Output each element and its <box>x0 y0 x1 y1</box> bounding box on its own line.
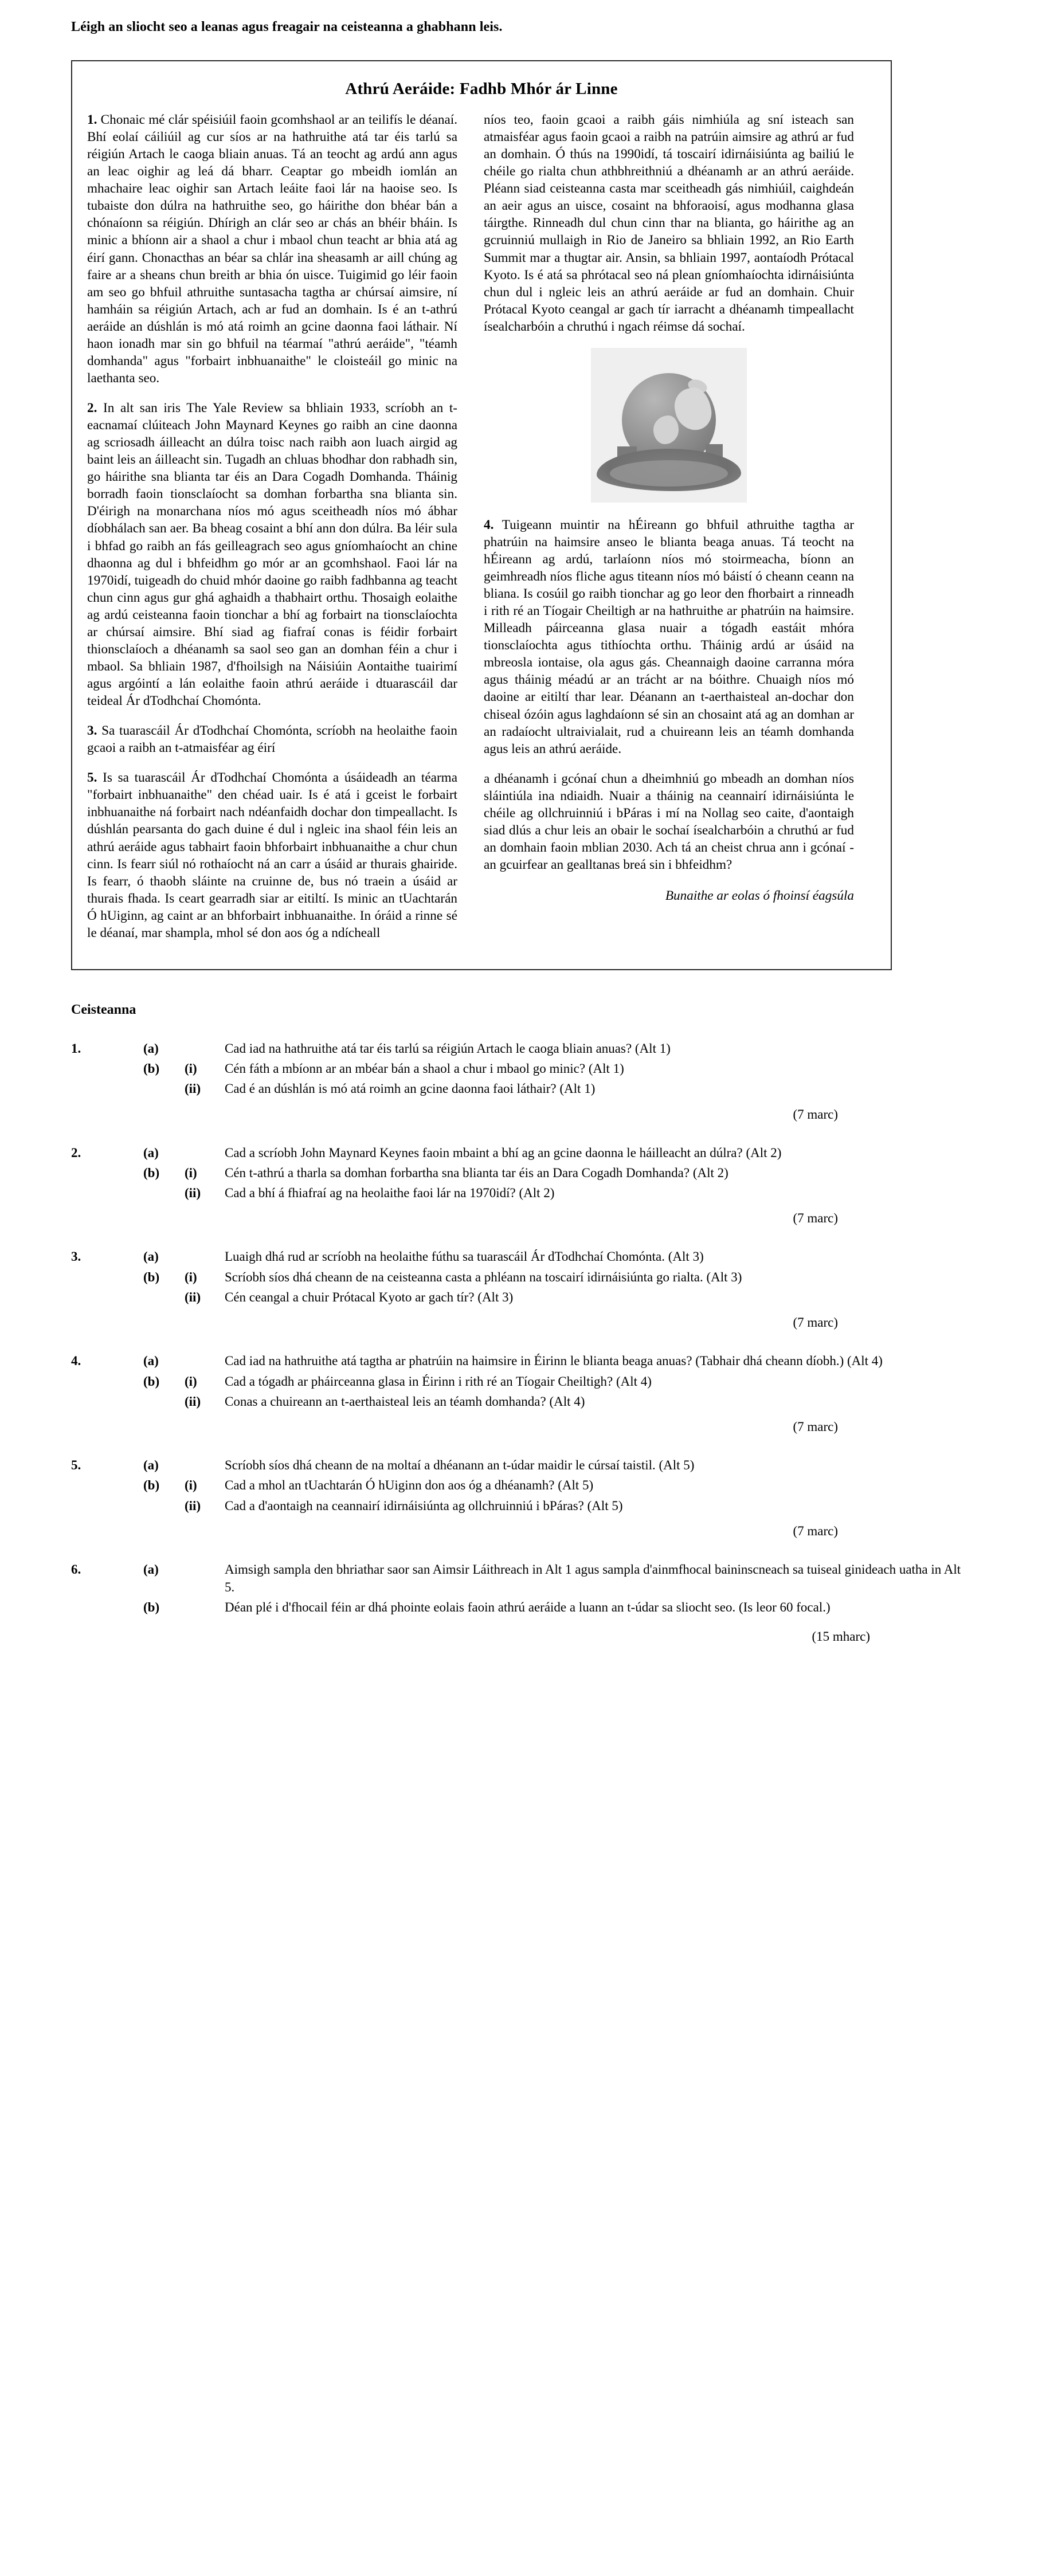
paragraph-3-number: 3. <box>87 723 97 739</box>
question-part-roman: (i) <box>185 1165 197 1180</box>
question-part-row <box>0 1164 1042 1182</box>
question-part-row <box>0 1598 1042 1616</box>
question-part-roman: (i) <box>185 1269 197 1284</box>
question-number: 2. <box>71 1145 81 1160</box>
passage-column-left <box>87 111 457 954</box>
paragraph-5-continued <box>484 770 854 873</box>
questions-heading: Ceisteanna <box>71 1002 136 1017</box>
question-part-row <box>0 1248 1042 1265</box>
paragraph-5 <box>87 769 457 942</box>
question-marks: (7 marc) <box>793 1211 838 1226</box>
question-text: Cén ceangal a chuir Prótacal Kyoto ar gach tír? (Alt 3) <box>225 1290 514 1304</box>
reading-passage-box <box>71 60 892 970</box>
passage-columns <box>87 111 876 954</box>
question-block <box>0 1456 1042 1539</box>
question-part-row <box>0 1456 1042 1474</box>
question-part-roman: (ii) <box>185 1186 201 1201</box>
question-text: Aimsigh sampla den bhriathar saor san Aimsir Láithreach in Alt 1 agus sampla d'ainmfhocal baininscneach sa tuiseal ginideach uatha in Alt 5. <box>225 1562 961 1595</box>
question-part-letter: (b) <box>143 1600 160 1615</box>
question-part-row <box>0 1288 1042 1306</box>
question-part-row <box>0 1393 1042 1410</box>
question-text: Cad a bhí á fhiafraí ag na heolaithe faoi lár na 1970idí? (Alt 2) <box>225 1186 555 1201</box>
question-part-letter: (b) <box>143 1478 160 1493</box>
instruction-line: Léigh an sliocht seo a leanas agus freagair na ceisteanna a ghabhann leis. <box>71 19 503 34</box>
question-text: Cén fáth a mbíonn ar an mbéar bán a shaol a chur i mbaol go minic? (Alt 1) <box>225 1061 624 1076</box>
question-block <box>0 1561 1042 1644</box>
question-part-letter: (a) <box>143 1249 159 1264</box>
question-part-letter: (a) <box>143 1041 159 1056</box>
question-text: Conas a chuireann an t-aerthaisteal leis an téamh domhanda? (Alt 4) <box>225 1394 585 1409</box>
globe-landmass-west <box>653 415 679 444</box>
question-part-letter: (b) <box>143 1061 160 1076</box>
paragraph-1-text: Chonaic mé clár spéisiúil faoin gcomhshaol ar an teilifís le déanaí. Bhí eolaí cáiliúil ag cur síos ar na hathruithe atá tar éis tarlú sa réigiún Artach le caoga bliain anuas. Tá an teocht ag ardú ann agus an leac oighir ag leá dá bharr. Ceaptar go mbeidh iomlán an mhachaire leac oighir san Artach leáite faoi lár na haoise seo. Is tubaiste don dúlra na hathruithe seo, go háirithe don bhéar bán a chónaíonn sa réigiún. Dhírigh an clár seo ar chás an bhéir bháin. Is minic a bhíonn air a shaol a chur i mbaol chun teacht ar bhia atá ag éirí gann. Chonacthas an béar sa chlár ina sheasamh ar aill chúng ag faire ar a sheans chun breith ar bhia ón uisce. Tuigimid go léir faoin am seo go bhfuil athruithe suntasacha tagtha ar chúrsaí aimsire, ní hamháin sa réigiún Artach, ach ar fud an domhain. Is é an t-athrú aeráide an dúshlán is mó atá roimh an gcine daonna faoi láthair. Ní haon ionadh mar sin go bhfuil na téarmaí "athrú aeráide", "téamh domhanda" agus "forbairt inbhuanaithe" le cloisteáil go minic na laethanta seo. <box>87 112 457 386</box>
globe-melt-puddle-highlight <box>610 460 728 487</box>
passage-column-right <box>484 111 854 905</box>
question-part-roman: (ii) <box>185 1498 201 1513</box>
question-text: Cad a d'aontaigh na ceannairí idirnáisiúnta ag ollchruinniú i bPáras? (Alt 5) <box>225 1498 623 1513</box>
paragraph-3-text-right: níos teo, faoin gcaoi a raibh gáis nimhiúla ag sní isteach san atmaisféar agus faoin gcaoi a raibh na patrúin aimsire ag athrú ar fud an domhain. Ó thús na 1990idí, tá toscairí idirnáisiúnta ag bailiú le chéile go rialta chun athbhreithniú a dhéanamh ar an athrú aeráide. Pléann siad ceisteanna casta mar sceitheadh gás nimhiúil, caighdeán an aeir agus an uisce, cosaint na bhforaoisí, agus modhanna glasa táirgthe. Rinneadh dul chun cinn thar na blianta, go háirithe ag an gcruinniú mullaigh in Rio de Janeiro sa bhliain 1992, an Rio Earth Summit mar a thugtar air. Ansin, sa bhliain 1997, aontaíodh Prótacal Kyoto. Is é atá sa phrótacal seo ná plean gníomhaíochta idirnáisiúnta chun dul i ngleic leis an athrú aeráide ar fud an domhain. Chuir Prótacal Kyoto ceangal ar gach tír iarracht a dhéanamh timpeallacht ísealcharbóin a chruthú i ngach réimse dá sochaí. <box>484 112 854 334</box>
paragraph-1 <box>87 111 457 387</box>
question-number: 1. <box>71 1041 81 1056</box>
question-part-row <box>0 1040 1042 1057</box>
question-part-roman: (i) <box>185 1061 197 1076</box>
question-text: Cad a mhol an tUachtarán Ó hUiginn don aos óg a dhéanamh? (Alt 5) <box>225 1478 594 1493</box>
question-part-roman: (ii) <box>185 1290 201 1304</box>
questions-list <box>0 1040 1042 1644</box>
question-part-row <box>0 1060 1042 1077</box>
question-number: 5. <box>71 1458 81 1473</box>
question-text: Scríobh síos dhá cheann de na moltaí a dhéanann an t-údar maidir le cúrsaí taistil. (Alt 5) <box>225 1458 695 1473</box>
question-part-row <box>0 1080 1042 1097</box>
paragraph-1-number: 1. <box>87 112 97 127</box>
paragraph-2-number: 2. <box>87 401 97 415</box>
question-block <box>0 1352 1042 1434</box>
question-text: Cén t-athrú a tharla sa domhan forbartha sna blianta tar éis an Dara Cogadh Domhanda? (Alt 2) <box>225 1165 728 1180</box>
paragraph-5-number: 5. <box>87 770 97 786</box>
paragraph-2 <box>87 399 457 709</box>
question-part-roman: (i) <box>185 1478 197 1493</box>
passage-title: Athrú Aeráide: Fadhb Mhór ár Linne <box>345 80 618 98</box>
question-part-row <box>0 1373 1042 1390</box>
figure-container <box>484 348 854 503</box>
question-number: 4. <box>71 1354 81 1369</box>
question-number: 6. <box>71 1562 81 1577</box>
question-text: Luaigh dhá rud ar scríobh na heolaithe fúthu sa tuarascáil Ár dTodhchaí Chomónta. (Alt 3) <box>225 1249 704 1264</box>
question-part-row <box>0 1476 1042 1494</box>
passage-attribution: Bunaithe ar eolas ó fhoinsí éagsúla <box>665 888 854 904</box>
melting-globe-image <box>591 348 747 503</box>
question-marks: (7 marc) <box>793 1315 838 1330</box>
question-block <box>0 1144 1042 1226</box>
paragraph-3-text: Sa tuarascáil Ár dTodhchaí Chomónta, scríobh na heolaithe faoin gcaoi a raibh an t-atmaisféar ag éirí <box>87 723 457 756</box>
question-part-row <box>0 1561 1042 1597</box>
question-number: 3. <box>71 1249 81 1264</box>
question-text: Cad a scríobh John Maynard Keynes faoin mbaint a bhí ag an gcine daonna le háilleacht an dúlra? (Alt 2) <box>225 1145 782 1160</box>
question-part-letter: (b) <box>143 1374 160 1389</box>
question-part-roman: (ii) <box>185 1394 201 1409</box>
question-marks: (15 mharc) <box>812 1629 870 1644</box>
question-part-letter: (a) <box>143 1562 159 1577</box>
question-text: Cad iad na hathruithe atá tar éis tarlú sa réigiún Artach le caoga bliain anuas? (Alt 1) <box>225 1041 671 1056</box>
question-part-letter: (a) <box>143 1354 159 1369</box>
question-part-letter: (a) <box>143 1458 159 1473</box>
question-part-roman: (ii) <box>185 1081 201 1096</box>
question-part-row <box>0 1497 1042 1515</box>
paragraph-5-text-right: a dhéanamh i gcónaí chun a dheimhniú go mbeadh an domhan níos sláintiúla ina ndiaidh. Nuair a tháinig na ceannairí idirnáisiúnta le chéile ag ollchruinniú i bPáras i mí na Nollag seo caite, d'aontaigh siad dlús a chur leis an obair le sochaí ísealcharbóin a chruthú ar fud an domhain faoin mblian 2030. Ach tá an cheist chrua ann i gcónaí - an gcuirfear an gealltanas breá sin i bhfeidhm? <box>484 771 854 872</box>
paragraph-2-text: In alt san iris The Yale Review sa bhliain 1933, scríobh an t-eacnamaí clúiteach John Maynard Keynes go raibh an cine daonna ag scriosadh áilleacht an dúlra toisc nach raibh aon luach airgid ag baint leis an áilleacht sin. Tugadh an chluas bhodhar don rabhadh sin, go háirithe sna blianta tar éis an Dara Cogadh Domhanda. Tháinig borradh faoin tionsclaíocht sa domhan forbartha sna blianta sin. D'éirigh na monarchana níos mó agus sceitheadh níos mó ábhar díobhálach san aer. Ba bheag cosaint a bhí ann don dúlra. Ba léir sula i bhfad go raibh an fás geilleagrach seo agus gníomhaíocht an chine dhaonna ag dul i bhfeidhm go mór ar an gcomhshaol. Faoi lár na 1970idí, tuigeadh do chuid mhór daoine go raibh fadhbanna ag teacht chun cinn agus gur ghá aghaidh a thabhairt orthu. Thosaigh eolaithe ag ardú ceisteanna faoin tionchar a bhí ag forbairt na tionsclaíochta ar chúrsaí aimsire. Bhí siad ag fiafraí conas is féidir forbairt thionsclaíoch a dhéanamh sa saol seo gan an domhan féin a chur i mbaol. Sa bhliain 1987, d'fhoilsigh na Náisiúin Aontaithe tuairimí agus argóintí a lán eolaithe faoin athrú aeráide i dtuarascáil dar teideal Ár dTodhchaí Chomónta. <box>87 401 457 709</box>
question-text: Cad a tógadh ar pháirceanna glasa in Éirinn i rith ré an Tíogair Cheiltigh? (Alt 4) <box>225 1374 652 1389</box>
question-part-letter: (b) <box>143 1165 160 1180</box>
paragraph-3-continued <box>484 111 854 335</box>
question-part-row <box>0 1144 1042 1162</box>
paragraph-3 <box>87 722 457 756</box>
question-text: Scríobh síos dhá cheann de na ceisteanna casta a phléann na toscairí idirnáisiúnta go rialta. (Alt 3) <box>225 1269 742 1284</box>
question-text: Cad iad na hathruithe atá tagtha ar phatrúin na haimsire in Éirinn le blianta beaga anuas? (Tabhair dhá cheann díobh.) (Alt 4) <box>225 1354 883 1369</box>
question-text: Cad é an dúshlán is mó atá roimh an gcine daonna faoi láthair? (Alt 1) <box>225 1081 596 1096</box>
paragraph-4-text: Tuigeann muintir na hÉireann go bhfuil athruithe tagtha ar phatrúin na haimsire anseo le blianta beaga anuas. Tá teocht na hÉireann ag ardú, tarlaíonn níos mó stoirmeacha, bíonn an geimhreadh níos fliche agus titeann níos mó báistí ó cheann ceann na bliana. Is cosúil go raibh tionchar ag go leor den fhorbairt a rinneadh i rith ré an Tíogair Cheiltigh ar na hathruithe ar phatrúin na haimsire. Milleadh páirceanna glasa nuair a tógadh eastáit mhóra tionsclaíochta agus tithíochta orthu. Tháinig ardú ar úsáid na mbreosla iontaise, ola agus gás. Cheannaigh daoine carranna móra agus tháinig méadú ar an trácht ar na bóithre. Chuaigh níos mó daoine ar eitiltí thar lear. Déanann an t-aerthaisteal an-dochar don chiseal ózóin agus laghdaíonn sé sin an chosaint atá ag an domhan ar an radaíocht ultraivialait, rud a chuireann leis an téamh domhanda agus leis an athrú aeráide. <box>484 517 854 756</box>
question-block <box>0 1040 1042 1122</box>
question-part-row <box>0 1268 1042 1286</box>
question-marks: (7 marc) <box>793 1523 838 1538</box>
question-marks: (7 marc) <box>793 1420 838 1434</box>
paragraph-4 <box>484 516 854 758</box>
question-block <box>0 1248 1042 1330</box>
question-text: Déan plé i d'fhocail féin ar dhá phointe eolais faoin athrú aeráide a luann an t-údar sa sliocht seo. (Is leor 60 focal.) <box>225 1600 831 1615</box>
question-part-letter: (a) <box>143 1145 159 1160</box>
exam-page <box>0 19 1042 2576</box>
question-part-roman: (i) <box>185 1374 197 1389</box>
paragraph-4-number: 4. <box>484 517 494 532</box>
paragraph-5-text-left: Is sa tuarascáil Ár dTodhchaí Chomónta a úsáideadh an téarma "forbairt inbhuanaithe" den chéad uair. Is é atá i gceist le forbairt inbhuanaithe ná forbairt nach ndéanfaidh dochar don timpeallacht. Is dúshlán pearsanta do gach duine é dul i ngleic ina shaol féin leis an athrú aeráide agus tabhairt faoin bhforbairt inbhuanaithe a chur chun cinn. Is fearr siúl nó rothaíocht ná an carr a úsáid ar thurais ghairide. Is fearr, ó thaobh sláinte na cruinne de, bus nó traein a úsáid ar thurais fhada. Is ceart gearradh siar ar eitiltí. Is minic an tUachtarán Ó hUiginn, ag caint ar an bhforbairt inbhuanaithe. In óráid a rinne sé le déanaí, mar shampla, mhol sé don aos óg a ndícheall <box>87 770 457 940</box>
question-part-row <box>0 1184 1042 1202</box>
question-part-letter: (b) <box>143 1269 160 1284</box>
question-part-row <box>0 1352 1042 1370</box>
question-marks: (7 marc) <box>793 1107 838 1122</box>
